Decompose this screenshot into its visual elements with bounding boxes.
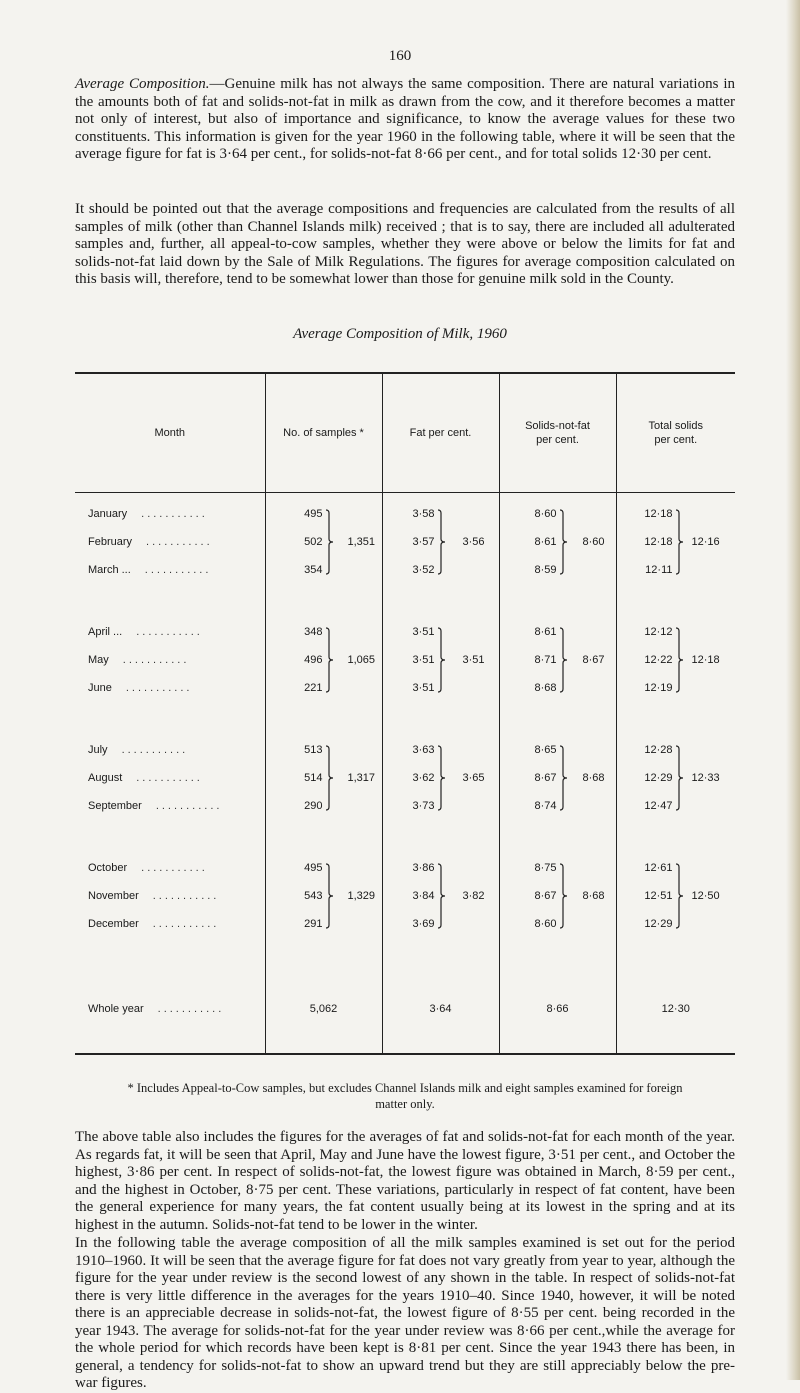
snf-quarter-summary: 8·68 [582,890,605,902]
samples-quarter-summary: 1,065 [347,654,376,666]
curly-brace [437,627,449,693]
whole-year-label: Whole year [88,1003,144,1015]
month-row [88,743,258,771]
ts-monthly-value: 12·18 [644,508,673,520]
samples-quarter-summary: 1,351 [347,536,376,548]
samples-values [265,507,323,591]
ts-cell [616,729,735,847]
fat-cell [382,611,499,729]
fat-monthly-value: 3·52 [412,564,435,576]
snf-values [499,743,557,827]
curly-brace [559,627,571,693]
month-row [88,507,258,535]
samples-cell [265,729,382,847]
month-name: April ... [88,626,123,638]
curly-brace [559,509,571,575]
curly-brace [325,627,337,693]
month-row [88,653,258,681]
fat-monthly-value: 3·73 [412,800,435,812]
fat-values [377,507,435,591]
brace-wrap [559,863,571,932]
fat-quarter-summary: 3·51 [462,654,485,666]
intro-text: —Genuine milk has not always the same composition. There are natural variations in the amounts both of fat and solids-not-fat in milk as drawn from the cow, and it therefore becomes a matter not only of interest, but also of importance and significance, to know the average values for these two constituents. This information is given for the year 1960 in the following table, where it will be seen that the average figure for fat is 3·64 per cent., for solids-not-fat 8·66 per cent., and for total solids 12·30 per cent. [75,76,736,162]
fat-values [377,743,435,827]
month-name: September [88,800,142,812]
curly-brace [437,863,449,929]
curly-brace [325,863,337,929]
samples-cell [265,847,382,965]
month-name: June [88,682,112,694]
snf-monthly-value: 8·71 [534,654,557,666]
leader-dots: ........... [141,862,208,874]
month-name: July [88,744,108,756]
brace-wrap [325,745,337,814]
fat-monthly-value: 3·51 [412,654,435,666]
header-ts-line1: Total solids [648,420,703,432]
month-row [88,681,258,709]
brace-wrap [325,863,337,932]
brace-wrap [675,509,687,578]
ts-quarter-summary: 12·18 [691,654,720,666]
whole-year-label-cell [75,965,265,1054]
month-row [88,563,258,591]
snf-cell [499,729,616,847]
samples-monthly-value: 543 [304,890,323,902]
brace-wrap [437,745,449,814]
fat-values [377,625,435,709]
whole-year-total-solids: 12·30 [616,965,735,1054]
month-name: November [88,890,139,902]
header-snf-line2: per cent. [536,434,579,446]
month-row [88,535,258,563]
quarter-row [75,611,735,729]
samples-monthly-value: 221 [304,682,323,694]
page-edge-shadow [786,0,800,1380]
samples-cell [265,611,382,729]
leader-dots: ........... [152,918,220,930]
month-row [88,861,258,889]
ts-cell [616,493,735,612]
month-name: December [88,918,139,930]
month-row [88,889,258,917]
snf-monthly-value: 8·75 [534,862,557,874]
snf-values [499,625,557,709]
snf-cell [499,847,616,965]
leader-dots: ........... [136,772,203,784]
ts-values [615,861,673,945]
monthly-discussion-paragraph: The above table also includes the figures for the averages of fat and solids-not-fat for each month of the year. As regards fat, it will be seen that April, May and June have the lowest figure, 3·51 per cent., and October the highest, 3·86 per cent. In respect of solids-not-fat, the lowest figure was obtained in March, 8·59 per cent., and the highest in October, 8·75 per cent. These variations, particularly in respect of fat content, have been the general experience for many years, the fat content usually being at its lowest in the spring and at its highest in the autumn. Solids-not-fat tend to be lower in the winter. [75,1129,735,1233]
header-month: Month [75,373,265,493]
month-name: August [88,772,123,784]
month-name: March ... [88,564,131,576]
samples-monthly-value: 495 [304,862,323,874]
samples-values [265,743,323,827]
snf-monthly-value: 8·59 [534,564,557,576]
curly-brace [675,745,687,811]
month-row [88,799,258,827]
historical-discussion-paragraph: In the following table the average composition of all the milk samples examined is set out for the period 1910–1960. It will be seen that the average figure for fat does not vary greatly from year to year, although the figure for the year under review is the second lowest of any shown in the table. In respect of solids-not-fat there is very little difference in the averages for the years 1910–40. Since 1940, however, it will be noted there is an appreciable decrease in solids-not-fat, the lowest figure of 8·55 per cent. being recorded in the year 1943. The average for solids-not-fat for the year under review was 8·66 per cent.,while the average for the whole period for which records have been kept is 8·81 per cent. Since the year 1943 there has been, in general, a tendency for solids-not-fat to show an upward trend but they are still appreciably below the pre-war figures. [75,1235,735,1391]
intro-paragraph [75,76,735,164]
month-row [88,625,258,653]
snf-monthly-value: 8·67 [534,890,557,902]
fat-monthly-value: 3·63 [412,744,435,756]
snf-quarter-summary: 8·67 [582,654,605,666]
brace-wrap [559,627,571,696]
fat-cell [382,729,499,847]
month-name: January [88,508,128,520]
fat-monthly-value: 3·57 [412,536,435,548]
brace-wrap [675,863,687,932]
samples-quarter-summary: 1,317 [347,772,376,784]
curly-brace [437,509,449,575]
leader-dots: ........... [122,654,190,666]
samples-values [265,625,323,709]
curly-brace [559,745,571,811]
fat-monthly-value: 3·51 [412,626,435,638]
header-fat: Fat per cent. [382,373,499,493]
footnote: * Includes Appeal-to-Cow samples, but excludes Channel Islands milk and eight samples examined for foreign matter only. [127,1081,683,1111]
header-row [75,373,735,493]
month-cell [75,729,265,847]
samples-monthly-value: 502 [304,536,323,548]
samples-monthly-value: 291 [304,918,323,930]
brace-wrap [437,509,449,578]
samples-monthly-value: 513 [304,744,323,756]
fat-monthly-value: 3·69 [412,918,435,930]
ts-monthly-value: 12·19 [644,682,673,694]
ts-monthly-value: 12·47 [644,800,673,812]
whole-year-solids-not-fat: 8·66 [499,965,616,1054]
ts-values [615,743,673,827]
leader-dots: ........... [152,890,220,902]
month-cell [75,493,265,612]
brace-wrap [675,627,687,696]
samples-monthly-value: 348 [304,626,323,638]
fat-quarter-summary: 3·82 [462,890,485,902]
ts-monthly-value: 12·51 [644,890,673,902]
composition-table [75,372,735,1055]
ts-monthly-value: 12·28 [644,744,673,756]
method-paragraph: It should be pointed out that the average compositions and frequencies are calculated from the results of all samples of milk (other than Channel Islands milk) received ; that is to say, there are included all adulterated samples and, further, all appeal-to-cow samples, whether they were above or below the limits for fat and solids-not-fat laid down by the Sale of Milk Regulations. The figures for average composition calculated on this basis will, therefore, tend to be somewhat lower than those for genuine milk sold in the County. [75,201,735,287]
curly-brace [437,745,449,811]
brace-wrap [437,627,449,696]
month-name: May [88,654,109,666]
leader-dots: ........... [136,626,203,638]
header-ts-line2: per cent. [654,434,698,446]
snf-cell [499,493,616,612]
samples-monthly-value: 354 [304,564,323,576]
leader-dots: ........... [141,508,208,520]
intro-heading: Average Composition. [75,76,210,92]
leader-dots: ........... [157,1003,225,1015]
month-cell [75,611,265,729]
leader-dots: ........... [144,564,212,576]
whole-year-samples: 5,062 [265,965,382,1054]
leader-dots: ........... [125,682,193,694]
whole-year-fat: 3·64 [382,965,499,1054]
snf-quarter-summary: 8·68 [582,772,605,784]
ts-quarter-summary: 12·16 [691,536,720,548]
snf-monthly-value: 8·60 [534,508,557,520]
quarter-row [75,729,735,847]
fat-monthly-value: 3·84 [412,890,435,902]
samples-cell [265,493,382,612]
ts-monthly-value: 12·18 [644,536,673,548]
snf-values [499,507,557,591]
leader-dots: ........... [146,536,213,548]
fat-monthly-value: 3·62 [412,772,435,784]
samples-monthly-value: 514 [304,772,323,784]
ts-values [615,625,673,709]
samples-monthly-value: 496 [304,654,323,666]
curly-brace [325,745,337,811]
snf-monthly-value: 8·67 [534,772,557,784]
brace-wrap [675,745,687,814]
month-cell [75,847,265,965]
snf-monthly-value: 8·60 [534,918,557,930]
quarter-row [75,493,735,612]
snf-cell [499,611,616,729]
ts-cell [616,847,735,965]
header-total-solids [616,373,735,493]
fat-cell [382,847,499,965]
header-samples: No. of samples * [265,373,382,493]
fat-monthly-value: 3·58 [412,508,435,520]
fat-quarter-summary: 3·65 [462,772,485,784]
snf-monthly-value: 8·61 [534,536,557,548]
fat-monthly-value: 3·86 [412,862,435,874]
ts-monthly-value: 12·29 [644,918,673,930]
ts-monthly-value: 12·61 [644,862,673,874]
table-title: Average Composition of Milk, 1960 [293,326,507,342]
samples-monthly-value: 290 [304,800,323,812]
page-number: 160 [388,48,412,64]
month-row [88,917,258,945]
brace-wrap [559,745,571,814]
samples-quarter-summary: 1,329 [347,890,376,902]
snf-monthly-value: 8·74 [534,800,557,812]
fat-quarter-summary: 3·56 [462,536,485,548]
fat-monthly-value: 3·51 [412,682,435,694]
curly-brace [675,627,687,693]
ts-monthly-value: 12·12 [644,626,673,638]
ts-monthly-value: 12·29 [644,772,673,784]
ts-monthly-value: 12·11 [645,564,673,576]
ts-cell [616,611,735,729]
curly-brace [675,509,687,575]
brace-wrap [325,627,337,696]
snf-values [499,861,557,945]
brace-wrap [325,509,337,578]
month-row [88,771,258,799]
brace-wrap [559,509,571,578]
curly-brace [325,509,337,575]
fat-cell [382,493,499,612]
snf-monthly-value: 8·61 [534,626,557,638]
ts-values [615,507,673,591]
samples-values [265,861,323,945]
brace-wrap [437,863,449,932]
header-solids-not-fat [499,373,616,493]
curly-brace [559,863,571,929]
ts-quarter-summary: 12·33 [691,772,720,784]
snf-monthly-value: 8·68 [534,682,557,694]
curly-brace [675,863,687,929]
header-snf-line1: Solids-not-fat [525,420,590,432]
ts-quarter-summary: 12·50 [691,890,720,902]
snf-monthly-value: 8·65 [534,744,557,756]
snf-quarter-summary: 8·60 [582,536,605,548]
leader-dots: ........... [121,744,189,756]
fat-values [377,861,435,945]
month-name: October [88,862,128,874]
samples-monthly-value: 495 [304,508,323,520]
ts-monthly-value: 12·22 [644,654,673,666]
whole-year-row [75,965,735,1054]
month-name: February [88,536,133,548]
leader-dots: ........... [155,800,223,812]
quarter-row [75,847,735,965]
